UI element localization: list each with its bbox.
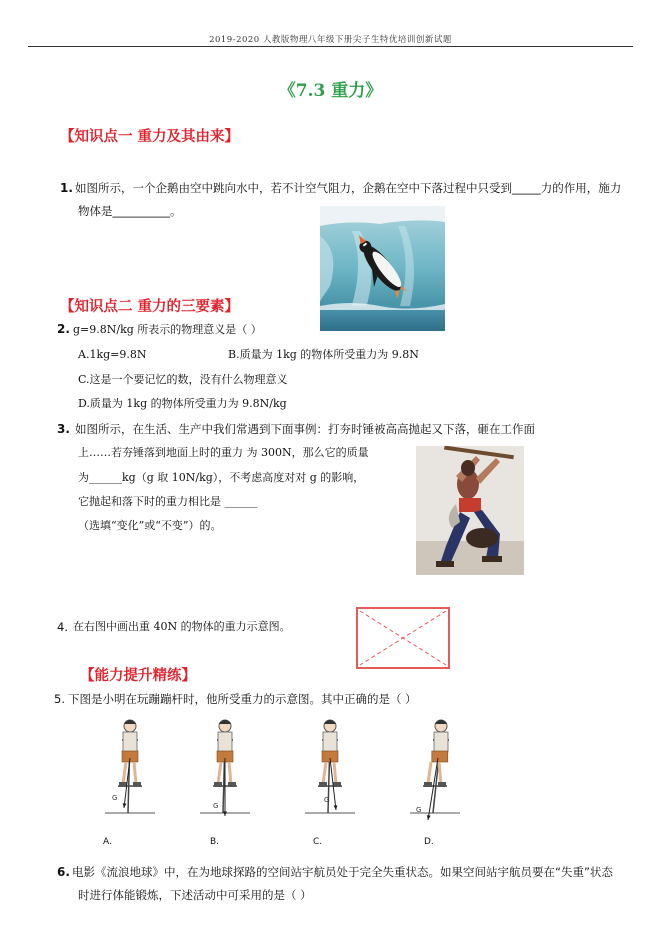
q4-text: 在右图中画出重 40N 的物体的重力示意图。	[73, 620, 291, 633]
q1-number: 1.	[60, 181, 73, 195]
q3-line-5: （选填“变化”或“不变”）的。	[78, 519, 222, 532]
pogo-label-a: A.	[103, 837, 112, 847]
kid-hair-d	[435, 720, 447, 724]
pogo-label-d: D.	[424, 837, 434, 847]
q3-line-4: 它抛起和落下时的重力相比是 ______	[78, 495, 258, 508]
kid-leg-left-c	[323, 762, 326, 784]
kid-leg-right-a	[134, 762, 136, 784]
header-divider	[28, 46, 633, 47]
q3-number: 3.	[57, 422, 70, 436]
shoe-right-b	[228, 782, 236, 787]
gravity-arrowhead-d	[427, 815, 431, 820]
q2-number: 2.	[57, 322, 70, 336]
kid-shorts-d	[432, 751, 448, 762]
q2-stem: g=9.8N/kg 所表示的物理意义是（ ）	[73, 323, 262, 336]
rammer-photo	[416, 446, 524, 575]
kid-torso-b	[218, 732, 232, 752]
shoe-right-c	[333, 782, 341, 787]
kid-leg-right-b	[229, 762, 231, 784]
shoe-left-d	[424, 782, 432, 787]
q3-line-1: 如图所示，在生活、生产中我们常遇到下面事例：打夯时锤被高高抛起又下落，砸在工作面	[75, 422, 535, 436]
kid-leg-left-d	[428, 762, 431, 784]
section-heading-2: 【知识点二 重力的三要素】	[60, 299, 240, 315]
gravity-arrowhead-b	[223, 811, 227, 816]
q5-text: 下图是小明在玩蹦蹦杆时，他所受重力的示意图。其中正确的是（ ）	[68, 692, 417, 706]
kid-torso-c	[323, 732, 337, 752]
gravity-label-d: G	[416, 806, 422, 814]
kid-leg-right-d	[439, 762, 441, 784]
kid-leg-left-b	[218, 762, 221, 784]
gravity-label-c: G	[324, 796, 330, 804]
kid-torso-a	[123, 732, 137, 752]
section-heading-1: 【知识点一 重力及其由来】	[60, 129, 240, 145]
shoe-left-c	[319, 782, 327, 787]
q2-option-c: C.这是一个要记忆的数，没有什么物理意义	[78, 373, 288, 386]
kid-hair-c	[324, 720, 336, 724]
page-header: 2019-2020 人教版物理八年级下册尖子生特优培训创新试题	[209, 35, 452, 45]
penguin-photo	[320, 206, 445, 331]
q6-line-1: 电影《流浪地球》中，在为地球探路的空间站宇航员处于完全失重状态。如果空间站宇航员要在“失重”状态	[72, 865, 613, 879]
q6-number: 6.	[57, 865, 70, 879]
gravity-label-b: G	[213, 802, 219, 810]
gravity-label-a: G	[112, 794, 118, 802]
q6-line-2: 时进行体能锻炼，下述活动中可采用的是（ ）	[78, 888, 312, 902]
q3-line-2: 上……若夯锤落到地面上时的重力 为 300N，那么它的质量	[78, 446, 369, 459]
pogo-figures	[95, 718, 475, 843]
q3-line-3: 为______kg（g 取 10N/kg），不考虑高度对对 g 的影响，	[78, 471, 365, 484]
kid-torso-d	[434, 732, 448, 752]
section-heading-3: 【能力提升精练】	[80, 668, 196, 684]
kid-hair-a	[124, 720, 136, 724]
q1-line-1: 如图所示，一个企鹅由空中跳向水中，若不计空气阻力，企鹅在空中下落过程中只受到_____力的作用，施力	[75, 181, 622, 195]
pogo-label-b: B.	[210, 837, 220, 847]
q1-line-2: 物体是__________。	[78, 204, 182, 218]
object-box	[356, 607, 450, 669]
pogo-label-c: C.	[313, 837, 323, 847]
q4-number: 4.	[57, 620, 68, 634]
kid-hair-b	[219, 720, 231, 724]
shoe-left-a	[119, 782, 127, 787]
shoe-left-b	[214, 782, 222, 787]
q5-number: 5.	[54, 692, 65, 706]
kid-leg-right-c	[334, 762, 336, 784]
shoe-right-d	[438, 782, 446, 787]
page-title: 《7.3 重力》	[278, 81, 383, 101]
q2-option-a: A.1kg=9.8N	[78, 348, 147, 361]
kid-leg-left-a	[123, 762, 126, 784]
shoe-right-a	[133, 782, 141, 787]
q2-option-b: B.质量为 1kg 的物体所受重力为 9.8N	[228, 348, 419, 361]
q2-option-d: D.质量为 1kg 的物体所受重力为 9.8N/kg	[78, 397, 287, 410]
